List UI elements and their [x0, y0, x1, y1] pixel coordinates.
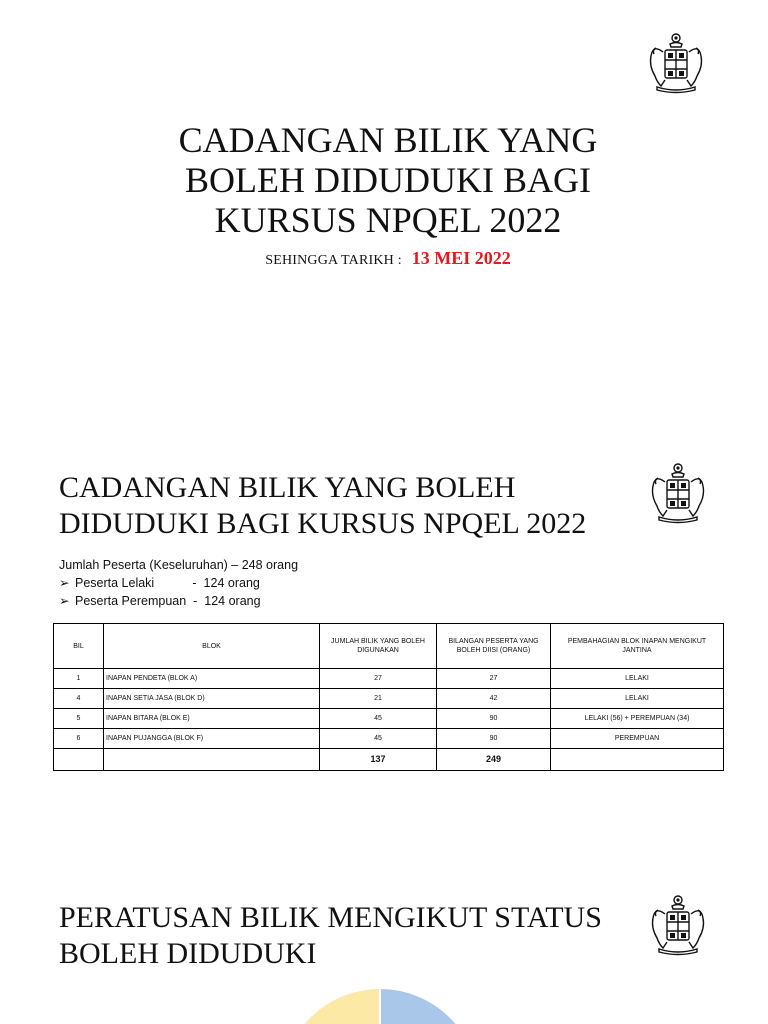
table-total-row: [54, 749, 724, 771]
table-cell: 90: [437, 709, 551, 729]
title-line: BOLEH DIDUDUKI BAGI: [185, 160, 591, 200]
table-cell: [551, 749, 724, 771]
table-cell: INAPAN SETIA JASA (BLOK D): [104, 689, 320, 709]
table-row: [54, 729, 724, 749]
date-label: SEHINGGA TARIKH :: [265, 253, 402, 268]
section-title: [59, 900, 602, 972]
table-cell: 27: [437, 669, 551, 689]
column-header: JUMLAH BILIK YANG BOLEH DIGUNAKAN: [320, 624, 437, 669]
total-participants: Jumlah Peserta (Keseluruhan) – 248 orang: [59, 558, 299, 572]
coat-of-arms-icon: [645, 892, 711, 958]
column-header: PEMBAHAGIAN BLOK INAPAN MENGIKUT JANTINA: [551, 624, 724, 669]
table-cell: LELAKI: [551, 689, 724, 709]
table-header-row: [54, 624, 724, 669]
date-line: [0, 248, 768, 269]
title-line: KURSUS NPQEL 2022: [214, 200, 562, 240]
total-participants-cell: 249: [437, 749, 551, 771]
bullet-item: ➢ Peserta Lelaki - 124 orang: [59, 576, 260, 590]
title-line: CADANGAN BILIK YANG: [178, 120, 598, 160]
pie-chart: [280, 988, 480, 1024]
room-table: [53, 623, 724, 771]
table-cell: 4: [54, 689, 104, 709]
participant-summary: [59, 556, 298, 610]
table-cell: INAPAN PENDETA (BLOK A): [104, 669, 320, 689]
table-cell: 90: [437, 729, 551, 749]
bullet-item: ➢ Peserta Perempuan - 124 orang: [59, 594, 261, 608]
table-row: [54, 709, 724, 729]
table-cell: INAPAN BITARA (BLOK E): [104, 709, 320, 729]
title-line: DIDUDUKI BAGI KURSUS NPQEL 2022: [59, 507, 587, 540]
title-line: CADANGAN BILIK YANG BOLEH: [59, 471, 516, 504]
coat-of-arms-icon: [645, 460, 711, 526]
table-cell: [104, 749, 320, 771]
table-row: [54, 669, 724, 689]
pie-slice: [380, 988, 480, 1024]
table-row: [54, 689, 724, 709]
table-cell: INAPAN PUJANGGA (BLOK F): [104, 729, 320, 749]
slide-title: [0, 0, 768, 420]
column-header: BILANGAN PESERTA YANG BOLEH DIISI (ORANG): [437, 624, 551, 669]
coat-of-arms-icon: [643, 30, 709, 96]
slide-room-percentage: [0, 860, 768, 1024]
title-line: BOLEH DIDUDUKI: [59, 937, 317, 970]
section-title: [59, 470, 586, 542]
table-cell: 1: [54, 669, 104, 689]
table-cell: LELAKI (56) + PEREMPUAN (34): [551, 709, 724, 729]
table-cell: 42: [437, 689, 551, 709]
table-cell: 45: [320, 729, 437, 749]
column-header: BIL: [54, 624, 104, 669]
table-cell: [54, 749, 104, 771]
date-value: 13 MEI 2022: [411, 248, 511, 268]
table-cell: 45: [320, 709, 437, 729]
table-cell: LELAKI: [551, 669, 724, 689]
pie-slice: [280, 988, 380, 1024]
table-cell: 27: [320, 669, 437, 689]
table-cell: 21: [320, 689, 437, 709]
arrow-bullet-icon: ➢: [59, 594, 70, 608]
title-line: PERATUSAN BILIK MENGIKUT STATUS: [59, 901, 602, 934]
total-rooms-cell: 137: [320, 749, 437, 771]
slide-room-table: [0, 432, 768, 832]
column-header: BLOK: [104, 624, 320, 669]
table-cell: PEREMPUAN: [551, 729, 724, 749]
arrow-bullet-icon: ➢: [59, 576, 70, 590]
page-title: [0, 120, 768, 240]
table-cell: 5: [54, 709, 104, 729]
table-cell: 6: [54, 729, 104, 749]
